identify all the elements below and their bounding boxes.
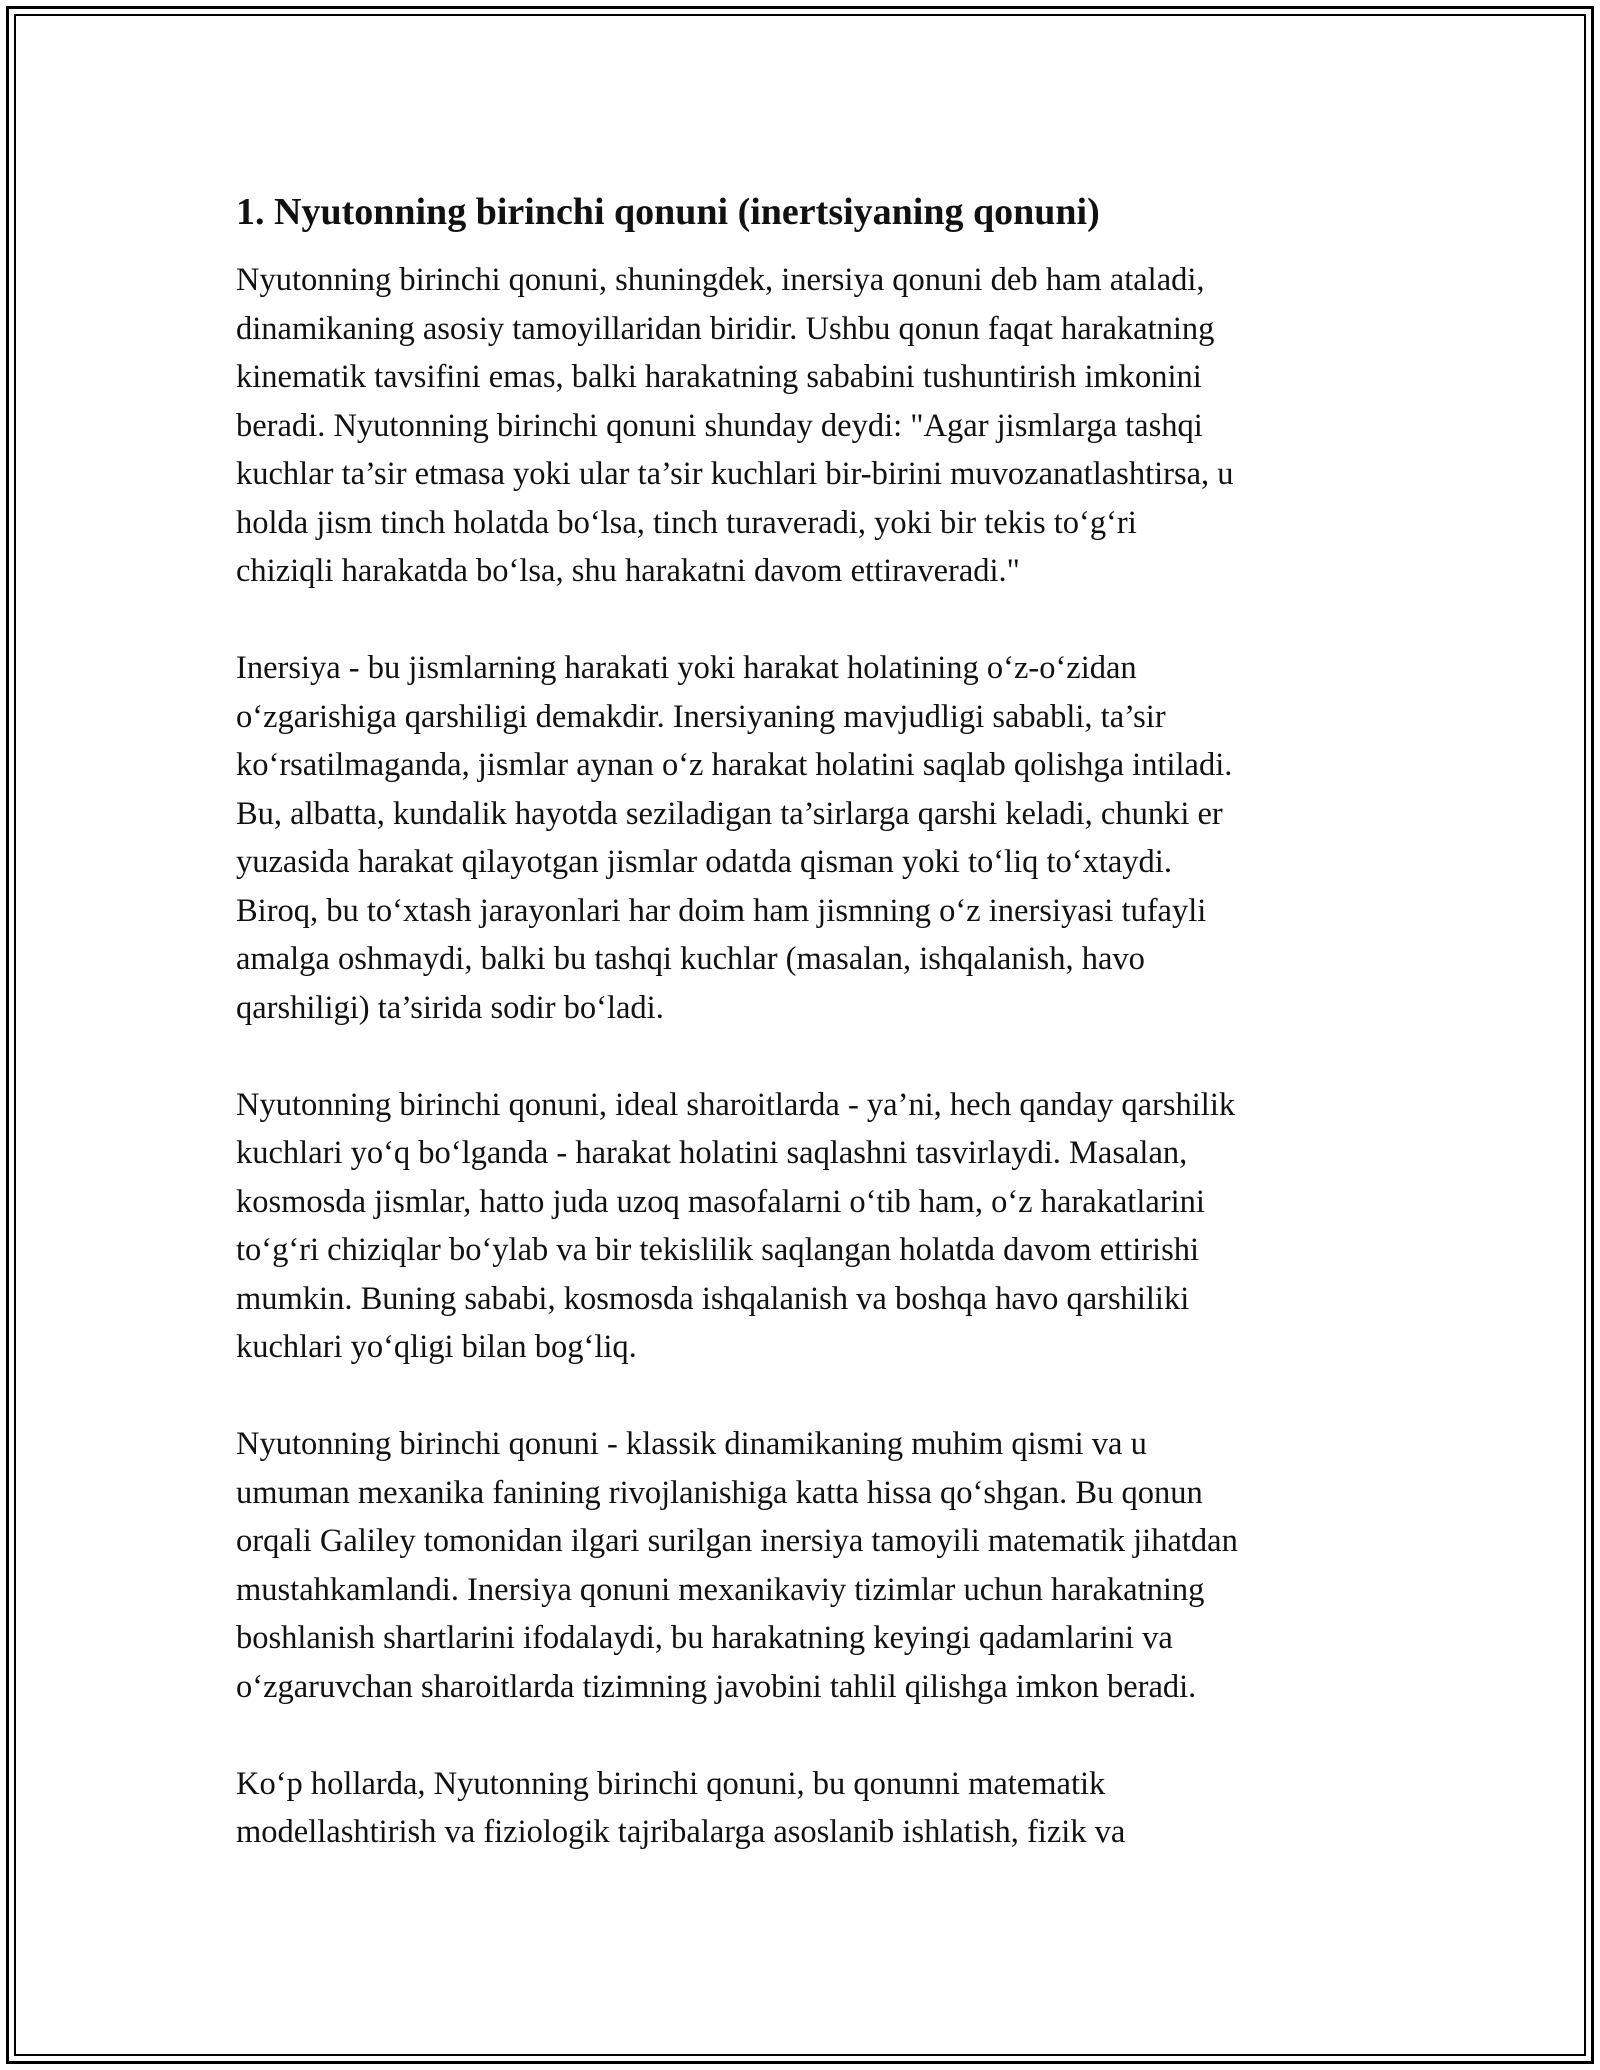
paragraph-line: o‘zgaruvchan sharoitlarda tizimning javobini tahlil qilishga imkon beradi. (236, 1668, 1197, 1705)
section-heading: 1. Nyutonning birinchi qonuni (inertsiyaning qonuni) (236, 191, 1100, 233)
paragraph-line: Bu, albatta, kundalik hayotda seziladigan ta’sirlarga qarshi keladi, chunki er (236, 795, 1223, 832)
paragraph (236, 1420, 1386, 1711)
paragraph-line: Nyutonning birinchi qonuni - klassik dinamikaning muhim qismi va u (236, 1426, 1147, 1462)
paragraph (236, 1081, 1386, 1372)
paragraph-line: kuchlari yo‘qligi bilan bog‘liq. (236, 1329, 637, 1365)
paragraph-line: Biroq, bu to‘xtash jarayonlari har doim ham jismning o‘z inersiyasi tufayli (236, 892, 1207, 929)
paragraph (236, 644, 1386, 1032)
paragraph-line: beradi. Nyutonning birinchi qonuni shunday deydi: "Agar jismlarga tashqi (236, 407, 1203, 444)
paragraph-line: kosmosda jismlar, hatto juda uzoq masofalarni o‘tib ham, o‘z harakatlarini (236, 1183, 1205, 1220)
paragraph-line: ko‘rsatilmaganda, jismlar aynan o‘z harakat holatini saqlab qolishga intiladi. (236, 747, 1233, 783)
paragraph (236, 256, 1386, 596)
paragraph-line: boshlanish shartlarini ifodalaydi, bu harakatning keyingi qadamlarini va (236, 1620, 1173, 1656)
paragraph-line: modellashtirish va fiziologik tajribalarga asoslanib ishlatish, fizik va (236, 1814, 1126, 1850)
paragraph-line: holda jism tinch holatda bo‘lsa, tinch turaveradi, yoki bir tekis to‘g‘ri (236, 504, 1137, 541)
paragraph-line: mumkin. Buning sababi, kosmosda ishqalanish va boshqa havo qarshiliki (236, 1280, 1190, 1317)
paragraph-line: Nyutonning birinchi qonuni, ideal sharoitlarda - ya’ni, hech qanday qarshilik (236, 1086, 1236, 1123)
paragraph-line: mustahkamlandi. Inersiya qonuni mexanikaviy tizimlar uchun harakatning (236, 1571, 1205, 1608)
paragraph-line: dinamikaning asosiy tamoyillaridan biridir. Ushbu qonun faqat harakatning (236, 310, 1215, 347)
paragraph-line: kuchlari yo‘q bo‘lganda - harakat holatini saqlashni tasvirlaydi. Masalan, (236, 1135, 1188, 1171)
paragraph-line: Nyutonning birinchi qonuni, shuningdek, inersiya qonuni deb ham ataladi, (236, 262, 1205, 298)
paragraph-line: kuchlar ta’sir etmasa yoki ular ta’sir kuchlari bir-birini muvozanatlashtirsa, u (236, 456, 1234, 492)
paragraph-line: Inersiya - bu jismlarning harakati yoki harakat holatining o‘z-o‘zidan (236, 650, 1137, 686)
paragraph-line: orqali Galiley tomonidan ilgari surilgan inersiya tamoyili matematik jihatdan (236, 1523, 1238, 1559)
paragraph-line: umuman mexanika fanining rivojlanishiga katta hissa qo‘shgan. Bu qonun (236, 1474, 1203, 1511)
paragraph-line: to‘g‘ri chiziqlar bo‘ylab va bir tekislilik saqlangan holatda davom ettirishi (236, 1232, 1200, 1268)
paragraph-line: qarshiligi) ta’sirida sodir bo‘ladi. (236, 989, 664, 1026)
paragraph-line: o‘zgarishiga qarshiligi demakdir. Inersiyaning mavjudligi sababli, ta’sir (236, 698, 1166, 735)
paragraph-line: kinematik tavsifini emas, balki harakatning sababini tushuntirish imkonini (236, 359, 1202, 395)
paragraph-line: chiziqli harakatda bo‘lsa, shu harakatni davom ettiraveradi." (236, 553, 1020, 589)
paragraph-line: yuzasida harakat qilayotgan jismlar odatda qisman yoki to‘liq to‘xtaydi. (236, 844, 1172, 880)
document-body (236, 186, 1386, 1905)
paragraph-list (236, 256, 1386, 1857)
paragraph-line: amalga oshmaydi, balki bu tashqi kuchlar (masalan, ishqalanish, havo (236, 941, 1145, 977)
paragraph (236, 1760, 1386, 1857)
paragraph-line: Ko‘p hollarda, Nyutonning birinchi qonuni, bu qonunni matematik (236, 1765, 1106, 1802)
